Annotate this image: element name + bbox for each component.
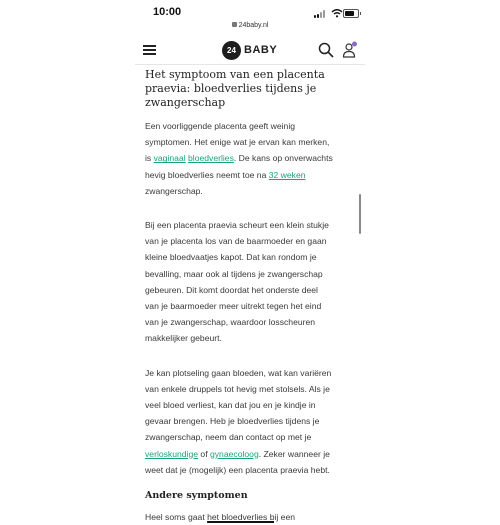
status-time: 10:00: [153, 6, 182, 18]
text-line: bevalling, maar ook al tijdens je zwangerschap: [145, 268, 323, 279]
text-fragment: een: [278, 512, 296, 523]
logo-badge: 24: [222, 41, 241, 60]
heading-line: praevia: bloedverlies tijdens je: [145, 82, 317, 95]
text-line: Een voorliggende placenta geeft weinig: [145, 121, 296, 131]
wifi-icon: [331, 8, 343, 18]
heading-line: zwangerschap: [145, 96, 226, 109]
text-fragment: . De kans op onverwachts: [233, 153, 333, 164]
signal-icon: [314, 10, 328, 18]
account-icon[interactable]: [342, 41, 358, 58]
phone-screen: [135, 0, 365, 523]
highlighted-text: het bloedverlies bij: [207, 512, 279, 523]
text-line: makkelijker gebeurt.: [145, 333, 222, 344]
paragraph-3: [145, 365, 353, 478]
text-line: gebeuren. Dit komt doordat het onderste deel: [145, 284, 318, 295]
text-line: gevaar brengen. Heb je bloedverlies tijdens je: [145, 416, 320, 427]
text-line: zwangerschap.: [145, 185, 203, 196]
scrollbar[interactable]: [359, 194, 361, 234]
battery-icon: [343, 9, 359, 18]
text-line: Je kan plotseling gaan bloeden, wat kan variëren: [145, 367, 332, 378]
link-32-weken[interactable]: 32 weken: [268, 169, 306, 180]
article-body: [145, 66, 353, 525]
text-line: zwangerschap, neem dan contact op met je: [145, 432, 312, 443]
text-fragment: . Zeker wanneer je: [258, 448, 330, 459]
logo-text: BABY: [244, 44, 278, 56]
site-header: [135, 36, 365, 65]
text-line: Bij een placenta praevia scheurt een klein stukje: [145, 220, 329, 231]
text-line: van je placenta los van de baarmoeder en gaan: [145, 236, 327, 247]
menu-icon[interactable]: [143, 45, 156, 55]
text-line: van je baarmoeder meer uitrekt tegen het eind: [145, 301, 322, 312]
text-fragment: Heel soms gaat: [145, 512, 208, 523]
link-gynaecoloog[interactable]: gynaecoloog: [209, 448, 259, 459]
lock-icon: [232, 22, 237, 27]
text-line: kleine bloedvaatjes kapot. Dat kan rondom je: [145, 252, 317, 263]
subheading-andere-symptomen: Andere symptomen: [145, 490, 248, 502]
text-line: van enkele druppels tot hevig met stolsels. Als je: [145, 383, 330, 394]
section-heading: [145, 68, 353, 110]
text-line: veel bloed verliest, kan dat jou en je kindje in: [145, 400, 316, 411]
paragraph-2: [145, 217, 353, 347]
text-fragment: of: [198, 448, 210, 459]
text-fragment: is: [145, 153, 154, 164]
text-line: van je zwangerschap, waardoor losscheuren: [145, 317, 316, 328]
link-vaginaal[interactable]: vaginaal: [153, 153, 186, 164]
site-logo[interactable]: [222, 40, 277, 60]
heading-line: Het symptoom van een placenta: [145, 68, 325, 81]
address-bar[interactable]: [135, 22, 365, 34]
paragraph-1: [145, 118, 353, 199]
url-text: 24baby.nl: [238, 22, 269, 29]
search-icon[interactable]: [318, 42, 334, 58]
link-verloskundige[interactable]: verloskundige: [145, 448, 199, 459]
text-line: weet dat je (mogelijk) een placenta praevia hebt.: [145, 464, 330, 475]
link-bloedverlies[interactable]: bloedverlies: [188, 153, 234, 164]
text-fragment: hevig bloedverlies neemt toe na: [145, 169, 269, 180]
text-line: symptomen. Het enige wat je ervan kan merken,: [145, 137, 330, 148]
paragraph-4: [145, 509, 353, 525]
